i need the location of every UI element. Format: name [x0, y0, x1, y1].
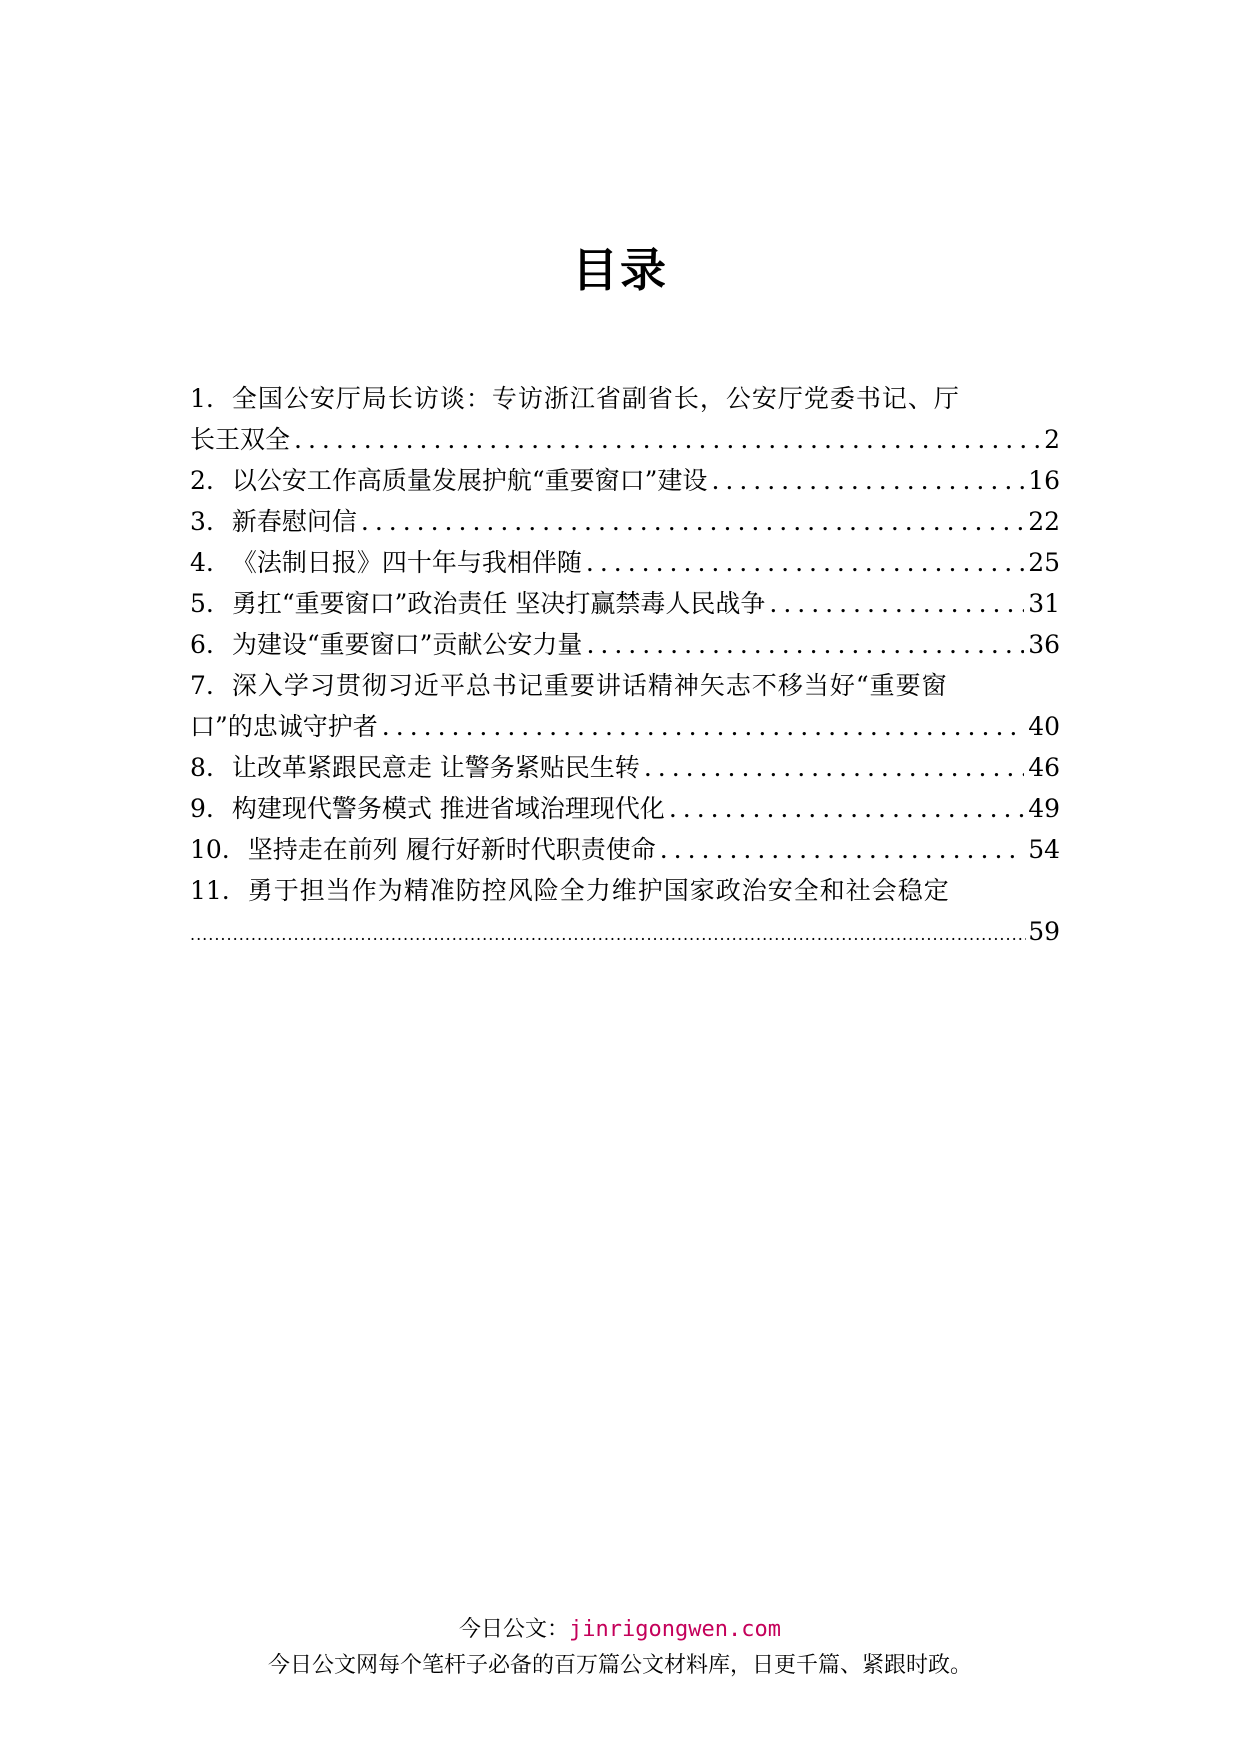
entry-number: 4.	[190, 548, 214, 577]
toc-entry-7[interactable]	[190, 665, 1060, 747]
entry-title: 坚持走在前列 履行好新时代职责使命	[247, 835, 656, 864]
entry-title-line2: 口”的忠诚守护者	[190, 712, 378, 741]
entry-title: 《法制日报》四十年与我相伴随	[231, 548, 582, 577]
footer-source-line	[0, 1612, 1240, 1643]
footer-prefix: 今日公文：	[459, 1617, 570, 1642]
entry-page-number: 25	[1028, 548, 1060, 577]
toc-entry-5[interactable]	[190, 583, 1060, 624]
entry-number: 3.	[190, 507, 214, 536]
entry-page-number: 36	[1028, 630, 1060, 659]
entry-page-number: 46	[1028, 753, 1060, 782]
entry-number: 7.	[190, 671, 214, 700]
toc-entry-10[interactable]	[190, 829, 1060, 870]
entry-title: 以公安工作高质量发展护航“重要窗口”建设	[231, 466, 708, 495]
dot-leader	[644, 747, 1024, 788]
dot-leader	[586, 624, 1024, 665]
dot-leader	[660, 829, 1024, 870]
entry-number: 2.	[190, 466, 214, 495]
dot-leader	[294, 419, 1040, 460]
entry-title: 为建设“重要窗口”贡献公安力量	[231, 630, 583, 659]
entry-title: 勇扛“重要窗口”政治责任 坚决打赢禁毒人民战争	[231, 589, 766, 618]
dot-leader	[769, 583, 1024, 624]
dot-leader	[361, 501, 1024, 542]
entry-page-number: 22	[1028, 507, 1060, 536]
entry-page-number: 54	[1028, 835, 1060, 864]
footer-slogan: 今日公文网每个笔杆子必备的百万篇公文材料库，日更千篇、紧跟时政。	[267, 1653, 972, 1678]
entry-title: 新春慰问信	[231, 507, 357, 536]
toc-entry-8[interactable]	[190, 747, 1060, 788]
entry-number: 10.	[190, 835, 230, 864]
entry-page-number: 16	[1028, 466, 1060, 495]
dot-leader	[382, 706, 1024, 747]
dot-leader	[711, 460, 1024, 501]
toc-entry-6[interactable]	[190, 624, 1060, 665]
entry-page-number: 40	[1028, 712, 1060, 741]
entry-title-line1: 勇于担当作为精准防控风险全力维护国家政治安全和社会稳定	[247, 876, 950, 905]
entry-page-number: 49	[1028, 794, 1060, 823]
entry-page-number: 59	[1028, 917, 1060, 946]
toc-entry-9[interactable]	[190, 788, 1060, 829]
entry-number: 5.	[190, 589, 214, 618]
entry-number: 8.	[190, 753, 214, 782]
footer-url-link[interactable]: jinrigongwen.com	[569, 1617, 781, 1642]
entry-title: 构建现代警务模式 推进省域治理现代化	[231, 794, 665, 823]
dot-leader	[586, 542, 1024, 583]
entry-number: 11.	[190, 876, 230, 905]
entry-number: 1.	[190, 384, 214, 413]
entry-page-number: 31	[1028, 589, 1060, 618]
entry-number: 9.	[190, 794, 214, 823]
toc-entry-11[interactable]	[190, 870, 1060, 955]
table-of-contents	[190, 378, 1060, 955]
toc-title: 目录	[572, 243, 668, 297]
entry-number: 6.	[190, 630, 214, 659]
toc-entry-1[interactable]	[190, 378, 1060, 460]
dot-leader	[669, 788, 1024, 829]
entry-title-line2: 长王双全	[190, 425, 291, 454]
entry-title-line1: 全国公安厅局长访谈：专访浙江省副省长，公安厅党委书记、厅	[231, 384, 960, 413]
entry-title-line1: 深入学习贯彻习近平总书记重要讲话精神矢志不移当好“重要窗	[231, 671, 948, 700]
dot-leader	[190, 914, 1026, 955]
toc-entry-4[interactable]	[190, 542, 1060, 583]
toc-entry-3[interactable]	[190, 501, 1060, 542]
toc-entry-2[interactable]	[190, 460, 1060, 501]
entry-page-number: 2	[1044, 425, 1060, 454]
entry-title: 让改革紧跟民意走 让警务紧贴民生转	[231, 753, 640, 782]
